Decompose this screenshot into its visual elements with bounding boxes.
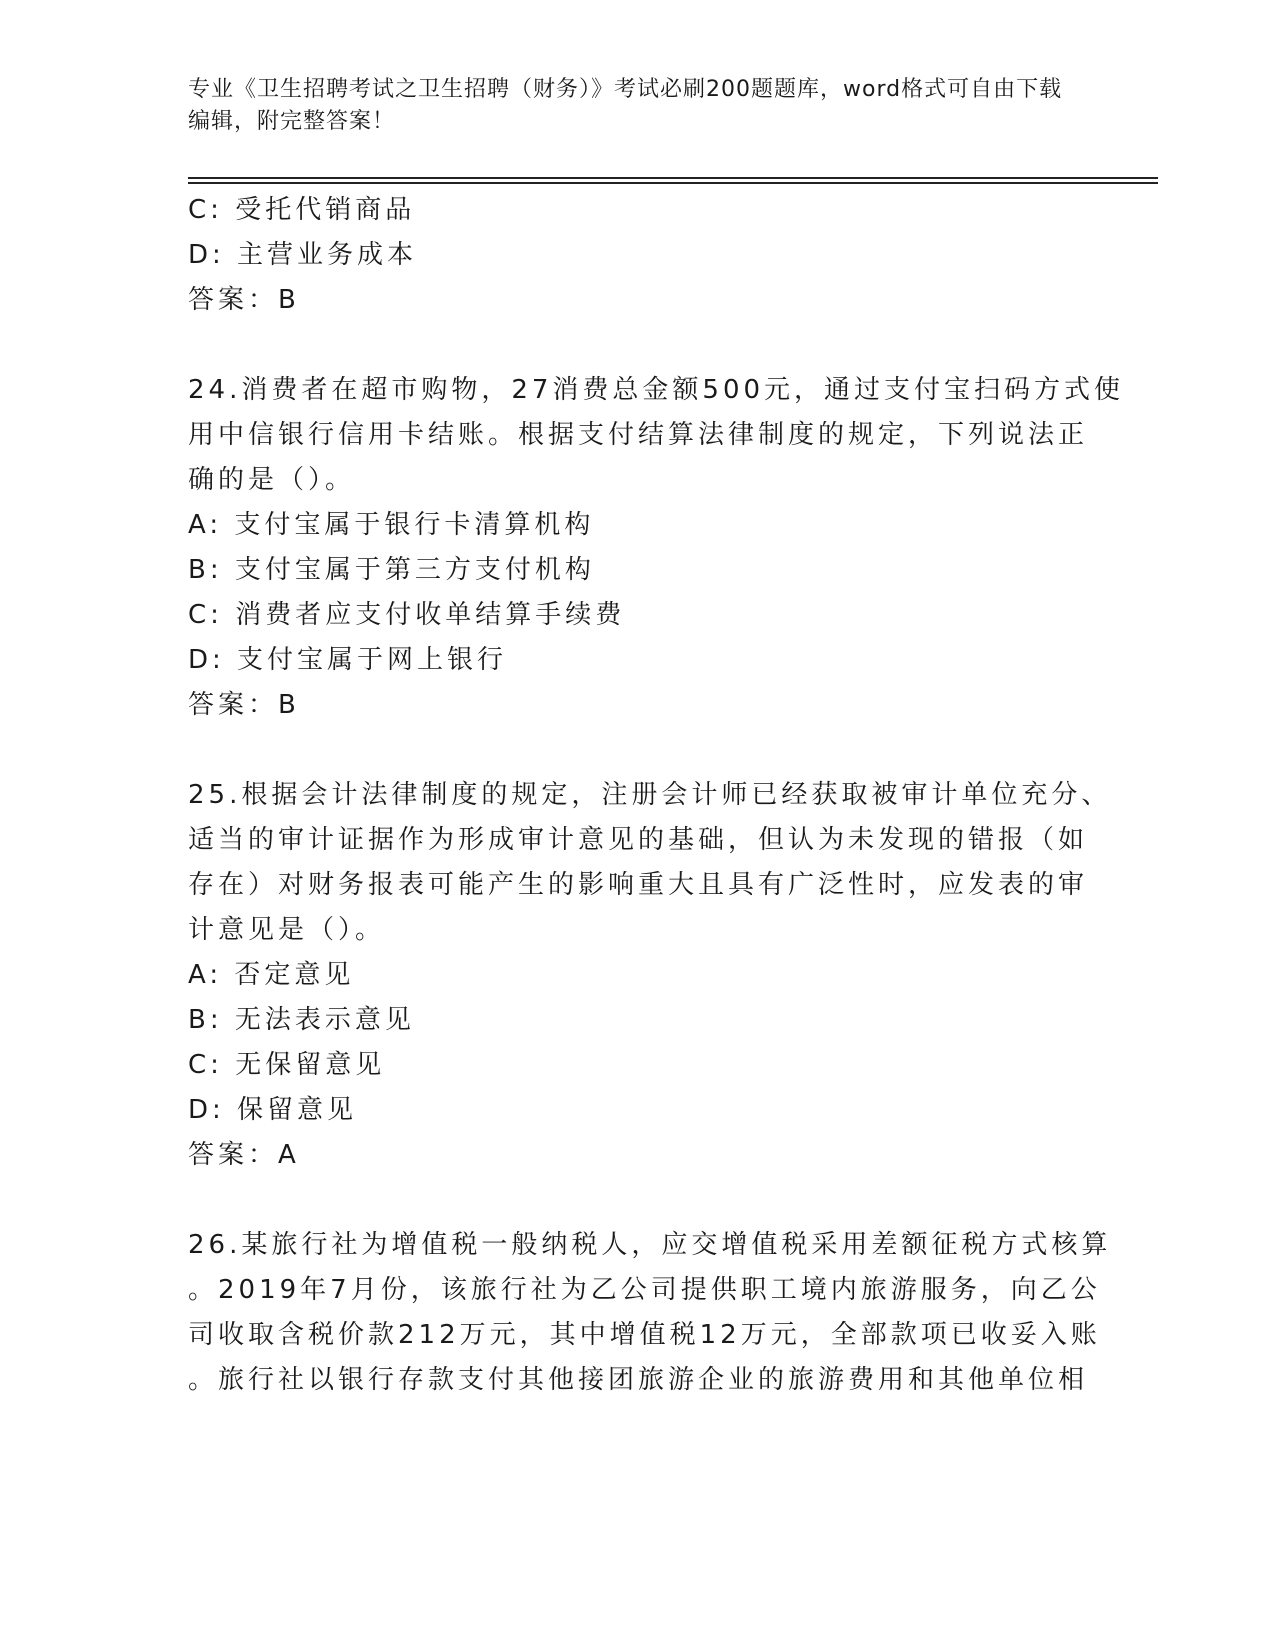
answer: 答案：A: [188, 1140, 300, 1170]
option-c: C: 受托代销商品: [188, 195, 416, 225]
option-c: C: 消费者应支付收单结算手续费: [188, 600, 626, 630]
option-c: C: 无保留意见: [188, 1050, 386, 1080]
header-divider-bottom: [188, 182, 1158, 184]
option-b: B: 无法表示意见: [188, 1005, 415, 1035]
answer: 答案：B: [188, 690, 300, 720]
answer: 答案：B: [188, 285, 300, 315]
option-a: A: 支付宝属于银行卡清算机构: [188, 510, 595, 540]
question-text-line: 。2019年7月份，该旅行社为乙公司提供职工境内旅游服务，向乙公: [188, 1275, 1101, 1305]
question-text-line: 用中信银行信用卡结账。根据支付结算法律制度的规定，下列说法正: [188, 420, 1089, 450]
option-d: D: 主营业务成本: [188, 240, 418, 270]
question-text-line: 确的是（）。: [188, 465, 356, 495]
header-divider-top: [188, 177, 1158, 179]
question-24: [188, 368, 1125, 728]
option-d: D: 支付宝属于网上银行: [188, 645, 508, 675]
prev-question: [188, 188, 1088, 323]
question-text-line: 司收取含税价款212万元，其中增值税12万元，全部款项已收妥入账: [188, 1320, 1101, 1350]
question-text-line: 26.某旅行社为增值税一般纳税人，应交增值税采用差额征税方式核算: [188, 1230, 1112, 1260]
option-b: B: 支付宝属于第三方支付机构: [188, 555, 595, 585]
option-a: A: 否定意见: [188, 960, 355, 990]
question-26: [188, 1223, 1112, 1403]
question-text-line: 24.消费者在超市购物，27消费总金额500元，通过支付宝扫码方式使: [188, 375, 1125, 405]
question-text-line: 。旅行社以银行存款支付其他接团旅游企业的旅游费用和其他单位相: [188, 1365, 1089, 1395]
option-d: D: 保留意见: [188, 1095, 358, 1125]
question-text-line: 25.根据会计法律制度的规定，注册会计师已经获取被审计单位充分、: [188, 780, 1112, 810]
question-25: [188, 773, 1112, 1178]
question-text-line: 适当的审计证据作为形成审计意见的基础，但认为未发现的错报（如: [188, 825, 1089, 855]
question-content: [188, 188, 1125, 1403]
question-text-line: 存在）对财务报表可能产生的影响重大且具有广泛性时，应发表的审: [188, 870, 1089, 900]
page-header: 专业《卫生招聘考试之卫生招聘（财务）》考试必刷200题题库，word格式可自由下载编辑，附完整答案！: [188, 77, 1063, 134]
question-text-line: 计意见是（）。: [188, 915, 386, 945]
